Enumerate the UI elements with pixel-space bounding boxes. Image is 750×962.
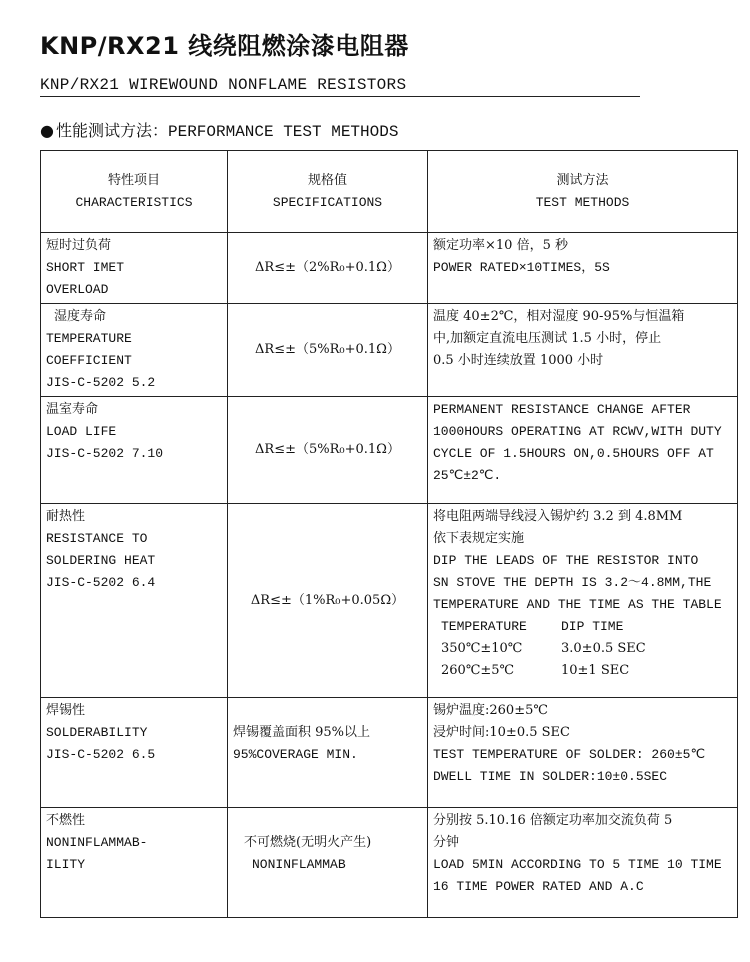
method-line: DIP THE LEADS OF THE RESISTOR INTO bbox=[433, 553, 699, 568]
method-line: 分钟 bbox=[433, 835, 460, 850]
char-line: 短时过负荷 bbox=[46, 238, 112, 253]
characteristic-cell bbox=[41, 304, 228, 397]
section-heading bbox=[40, 118, 398, 141]
dip-time-table bbox=[433, 616, 732, 682]
char-line: RESISTANCE TO bbox=[46, 531, 148, 546]
char-line: JIS-C-5202 5.2 bbox=[46, 375, 156, 390]
header-test-methods bbox=[428, 151, 738, 233]
char-line: TEMPERATURE bbox=[46, 331, 132, 346]
char-line: SOLDERABILITY bbox=[46, 725, 148, 740]
specification-cell bbox=[228, 233, 428, 304]
test-method-cell bbox=[428, 397, 738, 504]
char-line: JIS-C-5202 6.5 bbox=[46, 747, 156, 762]
header-specifications bbox=[228, 151, 428, 233]
char-line: COEFFICIENT bbox=[46, 353, 132, 368]
spec-line: 95%COVERAGE MIN. bbox=[233, 747, 358, 762]
spec-line: ΔR≤±（2%R₀+0.1Ω） bbox=[255, 260, 400, 275]
method-line: 1000HOURS OPERATING AT RCWV,WITH DUTY bbox=[433, 424, 722, 439]
table-row bbox=[41, 304, 738, 397]
dip-header-time: DIP TIME bbox=[561, 619, 624, 634]
spec-line: 不可燃烧(无明火产生) bbox=[244, 835, 372, 850]
characteristic-cell bbox=[41, 233, 228, 304]
dip-temperature: 260℃±5℃ bbox=[441, 663, 515, 678]
char-line: OVERLOAD bbox=[46, 282, 109, 297]
specification-cell bbox=[228, 504, 428, 698]
char-line: 温室寿命 bbox=[46, 402, 99, 417]
spec-line: ΔR≤±（1%R₀+0.05Ω） bbox=[250, 592, 405, 608]
method-line: POWER RATED×10TIMES，5S bbox=[433, 260, 610, 275]
method-line: 锡炉温度:260±5℃ bbox=[433, 703, 548, 718]
method-line: 分别按 5.10.16 倍额定功率加交流负荷 5 bbox=[433, 813, 673, 828]
char-line: 不燃性 bbox=[46, 813, 86, 828]
method-line: 中,加额定直流电压测试 1.5 小时，停止 bbox=[433, 331, 662, 346]
specification-cell bbox=[228, 304, 428, 397]
spec-line: ΔR≤±（5%R₀+0.1Ω） bbox=[255, 342, 400, 357]
char-line: NONINFLAMMAB- bbox=[46, 835, 148, 850]
table-row bbox=[41, 397, 738, 504]
char-line: JIS-C-5202 6.4 bbox=[46, 575, 156, 590]
char-line: LOAD LIFE bbox=[46, 424, 117, 439]
method-line: TEST TEMPERATURE OF SOLDER: 260±5℃ bbox=[433, 747, 706, 762]
table-header-row bbox=[41, 151, 738, 233]
test-method-cell bbox=[428, 808, 738, 918]
method-line: 将电阻两端导线浸入锡炉约 3.2 到 4.8MM bbox=[433, 509, 683, 524]
header-test-methods-en: TEST METHODS bbox=[535, 194, 630, 210]
test-method-cell bbox=[428, 233, 738, 304]
table-row bbox=[41, 504, 738, 698]
method-line: LOAD 5MIN ACCORDING TO 5 TIME 10 TIME bbox=[433, 857, 722, 872]
dip-table-row bbox=[441, 660, 629, 682]
char-line: 耐热性 bbox=[46, 509, 86, 524]
test-method-cell bbox=[428, 504, 738, 698]
header-characteristics bbox=[41, 151, 228, 233]
dip-header-temperature: TEMPERATURE bbox=[441, 619, 527, 634]
char-line: 焊锡性 bbox=[46, 703, 86, 718]
characteristic-cell bbox=[41, 504, 228, 698]
table-row bbox=[41, 233, 738, 304]
method-line: CYCLE OF 1.5HOURS ON,0.5HOURS OFF AT bbox=[433, 446, 714, 461]
test-method-cell bbox=[428, 304, 738, 397]
method-line: 25℃±2℃. bbox=[433, 468, 502, 483]
dip-temperature: 350℃±10℃ bbox=[441, 641, 523, 656]
header-characteristics-en: CHARACTERISTICS bbox=[75, 194, 193, 210]
performance-test-table bbox=[40, 150, 738, 918]
spec-line: ΔR≤±（5%R₀+0.1Ω） bbox=[255, 442, 400, 457]
table-row bbox=[41, 808, 738, 918]
section-label-cn: 性能测试方法： bbox=[55, 121, 168, 140]
dip-table-row bbox=[441, 638, 646, 660]
method-line: 依下表规定实施 bbox=[433, 531, 525, 546]
char-line: ILITY bbox=[46, 857, 86, 872]
header-specifications-cn: 规格值 bbox=[307, 172, 347, 188]
method-line: 浸炉时间:10±0.5 SEC bbox=[433, 725, 570, 740]
method-line: SN STOVE THE DEPTH IS 3.2～4.8MM,THE bbox=[433, 575, 712, 590]
char-line: JIS-C-5202 7.10 bbox=[46, 446, 164, 461]
spec-line: 焊锡覆盖面积 95%以上 bbox=[233, 725, 371, 740]
method-line: 温度 40±2℃，相对湿度 90-95%与恒温箱 bbox=[433, 309, 685, 324]
char-line: 湿度寿命 bbox=[54, 309, 107, 324]
dip-time: 10±1 SEC bbox=[561, 663, 630, 678]
method-line: PERMANENT RESISTANCE CHANGE AFTER bbox=[433, 402, 691, 417]
table-row bbox=[41, 698, 738, 808]
bullet-icon: ● bbox=[40, 121, 54, 140]
char-line: SHORT IMET bbox=[46, 260, 125, 275]
specification-cell bbox=[228, 808, 428, 918]
test-method-cell bbox=[428, 698, 738, 808]
header-test-methods-cn: 测试方法 bbox=[556, 172, 609, 188]
header-characteristics-cn: 特性项目 bbox=[107, 172, 160, 188]
method-line: 16 TIME POWER RATED AND A.C bbox=[433, 879, 644, 894]
char-line: SOLDERING HEAT bbox=[46, 553, 156, 568]
characteristic-cell bbox=[41, 698, 228, 808]
specification-cell bbox=[228, 698, 428, 808]
page-subtitle: KNP/RX21 WIREWOUND NONFLAME RESISTORS bbox=[40, 76, 640, 97]
specification-cell bbox=[228, 397, 428, 504]
method-line: 0.5 小时连续放置 1000 小时 bbox=[433, 353, 604, 368]
header-specifications-en: SPECIFICATIONS bbox=[272, 194, 383, 210]
spec-line: NONINFLAMMAB bbox=[252, 857, 346, 872]
page-title: KNP/RX21 线绕阻燃涂漆电阻器 bbox=[40, 32, 409, 60]
method-line: TEMPERATURE AND THE TIME AS THE TABLE bbox=[433, 597, 722, 612]
section-label-en: PERFORMANCE TEST METHODS bbox=[167, 123, 399, 141]
dip-table-header bbox=[441, 616, 623, 638]
characteristic-cell bbox=[41, 808, 228, 918]
method-line: 额定功率×10 倍，5 秒 bbox=[433, 238, 568, 253]
dip-time: 3.0±0.5 SEC bbox=[561, 641, 646, 656]
method-line: DWELL TIME IN SOLDER:10±0.5SEC bbox=[433, 769, 668, 784]
characteristic-cell bbox=[41, 397, 228, 504]
